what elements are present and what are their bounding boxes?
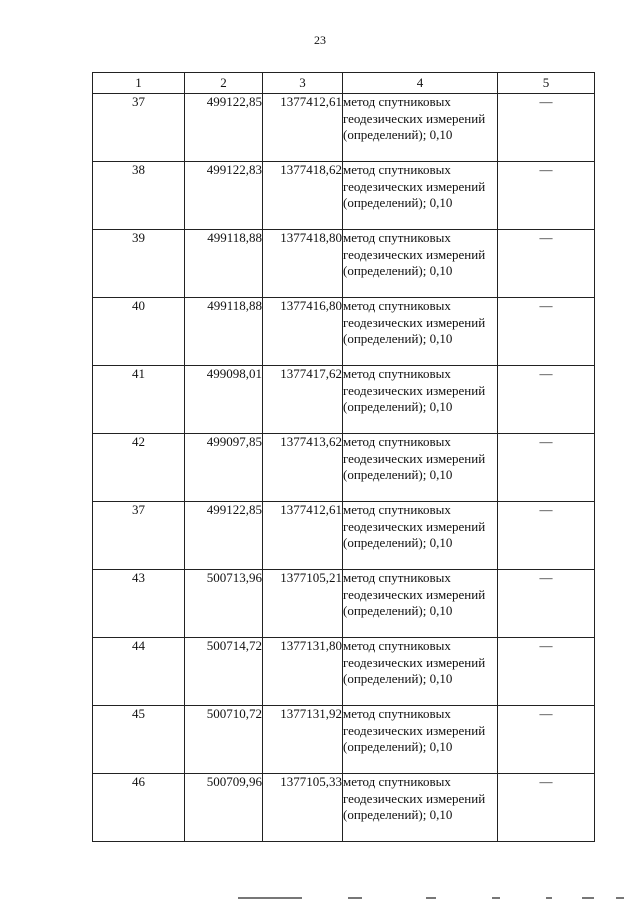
extra-cell: — [498,706,595,774]
method-cell: метод спутниковых геодезических измерений (определений); 0,10 [343,298,498,366]
table-row [93,162,595,230]
method-cell: метод спутниковых геодезических измерений (определений); 0,10 [343,366,498,434]
extra-cell: — [498,434,595,502]
point-number-cell: 38 [93,162,185,230]
method-cell: метод спутниковых геодезических измерений (определений); 0,10 [343,162,498,230]
scan-artifact-marks [230,897,630,901]
point-number-cell: 42 [93,434,185,502]
table-row [93,706,595,774]
extra-cell: — [498,230,595,298]
x-coordinate-cell: 499097,85 [185,434,263,502]
table-header-row [93,73,595,94]
y-coordinate-cell: 1377105,33 [263,774,343,842]
point-number-cell: 39 [93,230,185,298]
method-cell: метод спутниковых геодезических измерений (определений); 0,10 [343,502,498,570]
method-cell: метод спутниковых геодезических измерений (определений); 0,10 [343,570,498,638]
x-coordinate-cell: 499122,85 [185,94,263,162]
method-cell: метод спутниковых геодезических измерений (определений); 0,10 [343,230,498,298]
method-cell: метод спутниковых геодезических измерений (определений); 0,10 [343,706,498,774]
extra-cell: — [498,366,595,434]
point-number-cell: 37 [93,94,185,162]
x-coordinate-cell: 500710,72 [185,706,263,774]
y-coordinate-cell: 1377417,62 [263,366,343,434]
y-coordinate-cell: 1377131,92 [263,706,343,774]
table-body [93,94,595,842]
point-number-cell: 37 [93,502,185,570]
method-cell: метод спутниковых геодезических измерений (определений); 0,10 [343,434,498,502]
x-coordinate-cell: 499118,88 [185,230,263,298]
header-col-4: 4 [343,73,498,94]
y-coordinate-cell: 1377418,62 [263,162,343,230]
point-number-cell: 44 [93,638,185,706]
table-row [93,502,595,570]
table-row [93,774,595,842]
y-coordinate-cell: 1377416,80 [263,298,343,366]
method-cell: метод спутниковых геодезических измерений (определений); 0,10 [343,774,498,842]
y-coordinate-cell: 1377413,62 [263,434,343,502]
x-coordinate-cell: 499098,01 [185,366,263,434]
table-row [93,366,595,434]
table-row [93,230,595,298]
coordinates-table [92,72,595,842]
point-number-cell: 43 [93,570,185,638]
extra-cell: — [498,162,595,230]
x-coordinate-cell: 499122,85 [185,502,263,570]
header-col-3: 3 [263,73,343,94]
extra-cell: — [498,638,595,706]
x-coordinate-cell: 500713,96 [185,570,263,638]
point-number-cell: 40 [93,298,185,366]
x-coordinate-cell: 500709,96 [185,774,263,842]
x-coordinate-cell: 500714,72 [185,638,263,706]
point-number-cell: 45 [93,706,185,774]
x-coordinate-cell: 499118,88 [185,298,263,366]
page-number: 23 [314,33,326,47]
table-row [93,638,595,706]
y-coordinate-cell: 1377131,80 [263,638,343,706]
table-row [93,434,595,502]
header-col-5: 5 [498,73,595,94]
extra-cell: — [498,94,595,162]
method-cell: метод спутниковых геодезических измерений (определений); 0,10 [343,94,498,162]
extra-cell: — [498,502,595,570]
table-row [93,298,595,366]
header-col-2: 2 [185,73,263,94]
table-row [93,570,595,638]
extra-cell: — [498,570,595,638]
y-coordinate-cell: 1377412,61 [263,502,343,570]
y-coordinate-cell: 1377418,80 [263,230,343,298]
y-coordinate-cell: 1377105,21 [263,570,343,638]
method-cell: метод спутниковых геодезических измерений (определений); 0,10 [343,638,498,706]
header-col-1: 1 [93,73,185,94]
point-number-cell: 46 [93,774,185,842]
extra-cell: — [498,774,595,842]
table-row [93,94,595,162]
point-number-cell: 41 [93,366,185,434]
y-coordinate-cell: 1377412,61 [263,94,343,162]
x-coordinate-cell: 499122,83 [185,162,263,230]
extra-cell: — [498,298,595,366]
